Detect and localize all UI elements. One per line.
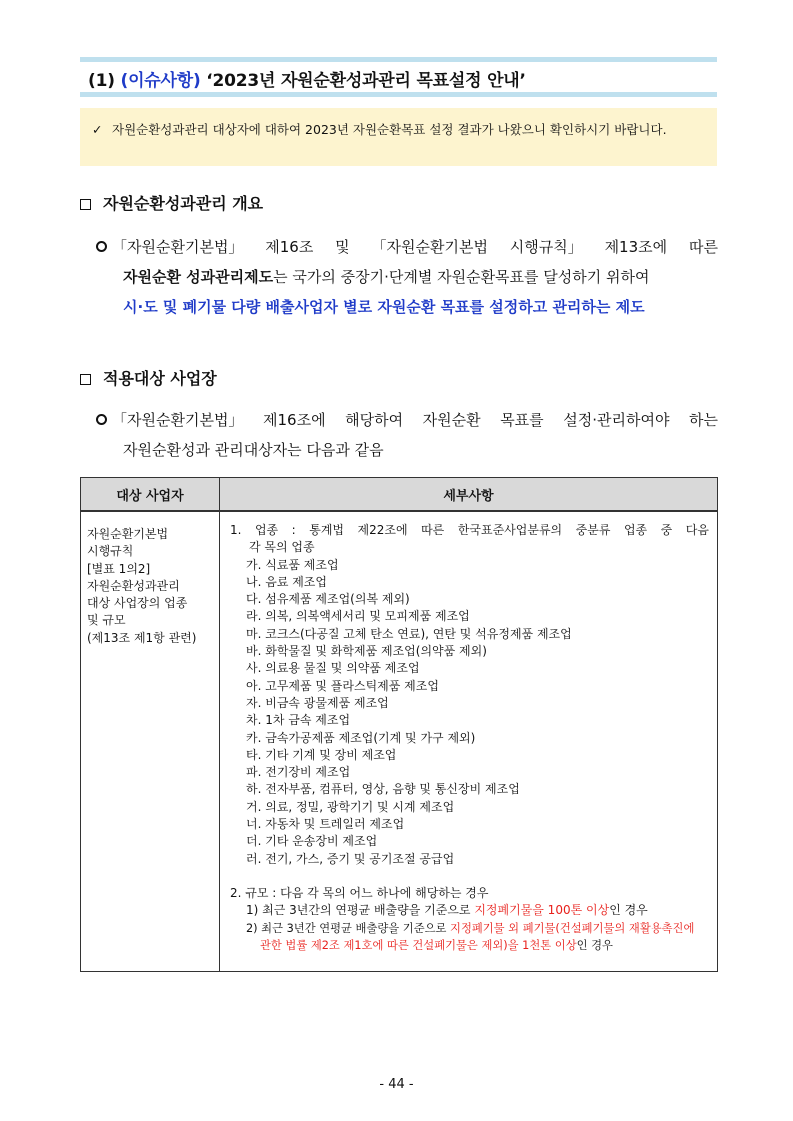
scale-1-suffix: 인 경우 <box>609 903 648 918</box>
overview-paragraph <box>96 232 718 322</box>
overview-word: 및 <box>335 238 350 256</box>
overview-heading-text: 자원순환성과관리 개요 <box>103 194 264 213</box>
industry-list <box>230 557 709 868</box>
overview-word: 「자원순환기본법 <box>371 238 488 256</box>
industry-criteria-word: 따른 <box>421 523 445 537</box>
title-band-bottom <box>80 92 717 97</box>
scale-criteria-1 <box>230 902 709 919</box>
scale-criteria-line: 2. 규모 : 다음 각 목의 어느 하나에 해당하는 경우 <box>230 885 489 900</box>
industry-item: 차. 1차 금속 제조업 <box>246 713 351 728</box>
overview-word: 따른 <box>688 238 718 256</box>
section-number: (1) <box>88 71 115 91</box>
scale-2-suffix: 인 경우 <box>576 938 613 952</box>
overview-line-1 <box>112 232 718 262</box>
table-header-target: 대상 사업자 <box>81 478 220 512</box>
industry-criteria-word: 통계법 <box>309 523 345 537</box>
scale-2-text: 2) 최근 3년간 연평균 배출량을 기준으로 <box>246 921 451 935</box>
industry-item: 사. 의료용 물질 및 의약품 제조업 <box>246 661 420 676</box>
scale-1-text: 1) 최근 3년간의 연평균 배출량을 기준으로 <box>246 903 475 918</box>
industry-criteria-word: 업종 <box>623 523 648 537</box>
target-description-line: [별표 1의2] <box>87 561 151 576</box>
industry-item: 파. 전기장비 제조업 <box>246 765 351 780</box>
table-header-details: 세부사항 <box>220 478 718 512</box>
industry-criteria-word: 중분류 <box>575 523 611 537</box>
industry-item: 아. 고무제품 및 플라스틱제품 제조업 <box>246 678 439 693</box>
target-description-line: 자원순환성과관리 <box>87 578 180 593</box>
overview-bold-term: 자원순환 성과관리제도 <box>123 268 274 286</box>
circle-bullet-icon <box>96 241 107 252</box>
scale-criteria-2 <box>230 920 709 937</box>
section-tag: (이슈사항) <box>120 71 201 91</box>
industry-criteria-word: 1. <box>230 523 242 537</box>
industry-criteria-word: 중 <box>660 523 673 537</box>
check-icon: ✓ <box>92 122 103 137</box>
industry-item: 카. 금속가공제품 제조업(기계 및 가구 제외) <box>246 730 476 745</box>
overview-word: 제16조 <box>265 238 314 256</box>
overview-line-2-text: 는 국가의 중장기·단계별 자원순환목표를 달성하기 위하여 <box>273 268 650 286</box>
checkbox-square-icon <box>80 199 91 210</box>
target-description-line: 자원순환기본법 <box>87 527 169 541</box>
overview-word: 「자원순환기본법」 <box>112 238 244 256</box>
target-line-1 <box>112 405 718 435</box>
industry-item: 바. 화학물질 및 화학제품 제조업(의약품 제외) <box>246 644 487 659</box>
target-description-cell <box>81 511 220 971</box>
scale-2-highlight: 지정폐기물 외 폐기물(건설폐기물의 재활용촉진에 <box>450 921 695 935</box>
target-description-line: (제13조 제1항 관련) <box>87 630 197 645</box>
overview-line-2 <box>123 262 718 292</box>
scale-criteria-2-cont <box>230 937 709 954</box>
details-cell <box>220 511 718 971</box>
overview-word: 시행규칙」 <box>509 238 583 256</box>
title-band-top <box>80 57 717 62</box>
target-word: 제16조에 <box>263 411 326 429</box>
industry-item: 가. 식료품 제조업 <box>246 557 339 572</box>
target-word: 하는 <box>689 411 718 429</box>
section-title-text: ‘2023년 자원순환성과관리 목표설정 안내’ <box>206 71 526 91</box>
industry-criteria-word: 제22조에 <box>357 523 408 537</box>
industry-criteria-word: 다음 <box>685 523 709 537</box>
scale-1-highlight: 지정폐기물을 100톤 이상 <box>474 903 610 918</box>
section-title <box>88 66 526 91</box>
target-description-line: 시행규칙 <box>87 544 134 559</box>
notice-text: 자원순환성과관리 대상자에 대하여 2023년 자원순환목표 설정 결과가 나왔으니 확인하시기 바랍니다. <box>112 122 667 137</box>
industry-item: 더. 기타 운송장비 제조업 <box>246 834 378 849</box>
target-word: 목표를 <box>500 411 544 429</box>
industry-item: 자. 비금속 광물제품 제조업 <box>246 695 389 710</box>
industry-item: 거. 의료, 정밀, 광학기기 및 시계 제조업 <box>246 799 455 814</box>
industry-criteria-word: 업종 <box>254 523 279 537</box>
industry-item: 하. 전자부품, 컴퓨터, 영상, 음향 및 통신장비 제조업 <box>246 782 520 797</box>
industry-item: 다. 섬유제품 제조업(의복 제외) <box>246 592 410 607</box>
industry-criteria-line <box>230 522 709 539</box>
industry-item: 나. 음료 제조업 <box>246 574 327 589</box>
notice-box <box>80 108 717 166</box>
target-word: 「자원순환기본법」 <box>112 411 244 429</box>
industry-item: 라. 의복, 의복액세서리 및 모피제품 제조업 <box>246 609 470 624</box>
target-description-line: 및 규모 <box>87 613 126 628</box>
overview-word: 제13조에 <box>604 238 668 256</box>
overview-line-3: 시·도 및 폐기물 다량 배출사업자 별로 자원순환 목표를 설정하고 관리하는 제도 <box>123 298 645 316</box>
target-line-2: 자원순환성과 관리대상자는 다음과 같음 <box>123 441 384 459</box>
scale-2-highlight-cont: 관한 법률 제2조 제1호에 따른 건설폐기물은 제외)을 1천톤 이상 <box>260 938 577 952</box>
industry-criteria-word: 한국표준사업분류의 <box>457 523 563 537</box>
circle-bullet-icon <box>96 414 107 425</box>
target-heading-text: 적용대상 사업장 <box>103 369 217 388</box>
industry-item: 러. 전기, 가스, 증기 및 공기조절 공급업 <box>246 851 455 866</box>
industry-criteria-cont: 각 목의 업종 <box>249 540 315 555</box>
target-description-line: 대상 사업장의 업종 <box>87 596 188 611</box>
page-number: - 44 - <box>379 1077 414 1092</box>
industry-criteria-word: : <box>291 523 296 537</box>
target-word: 설정·관리하여야 <box>563 411 670 429</box>
industry-item: 마. 코크스(다공질 고체 탄소 연료), 연탄 및 석유정제품 제조업 <box>246 626 572 641</box>
overview-heading <box>80 191 263 214</box>
target-heading <box>80 366 217 389</box>
industry-item: 타. 기타 기계 및 장비 제조업 <box>246 747 397 762</box>
target-word: 자원순환 <box>422 411 481 429</box>
target-word: 해당하여 <box>345 411 404 429</box>
target-paragraph <box>96 405 718 465</box>
checkbox-square-icon <box>80 374 91 385</box>
target-table <box>80 477 718 972</box>
industry-item: 너. 자동차 및 트레일러 제조업 <box>246 817 405 832</box>
